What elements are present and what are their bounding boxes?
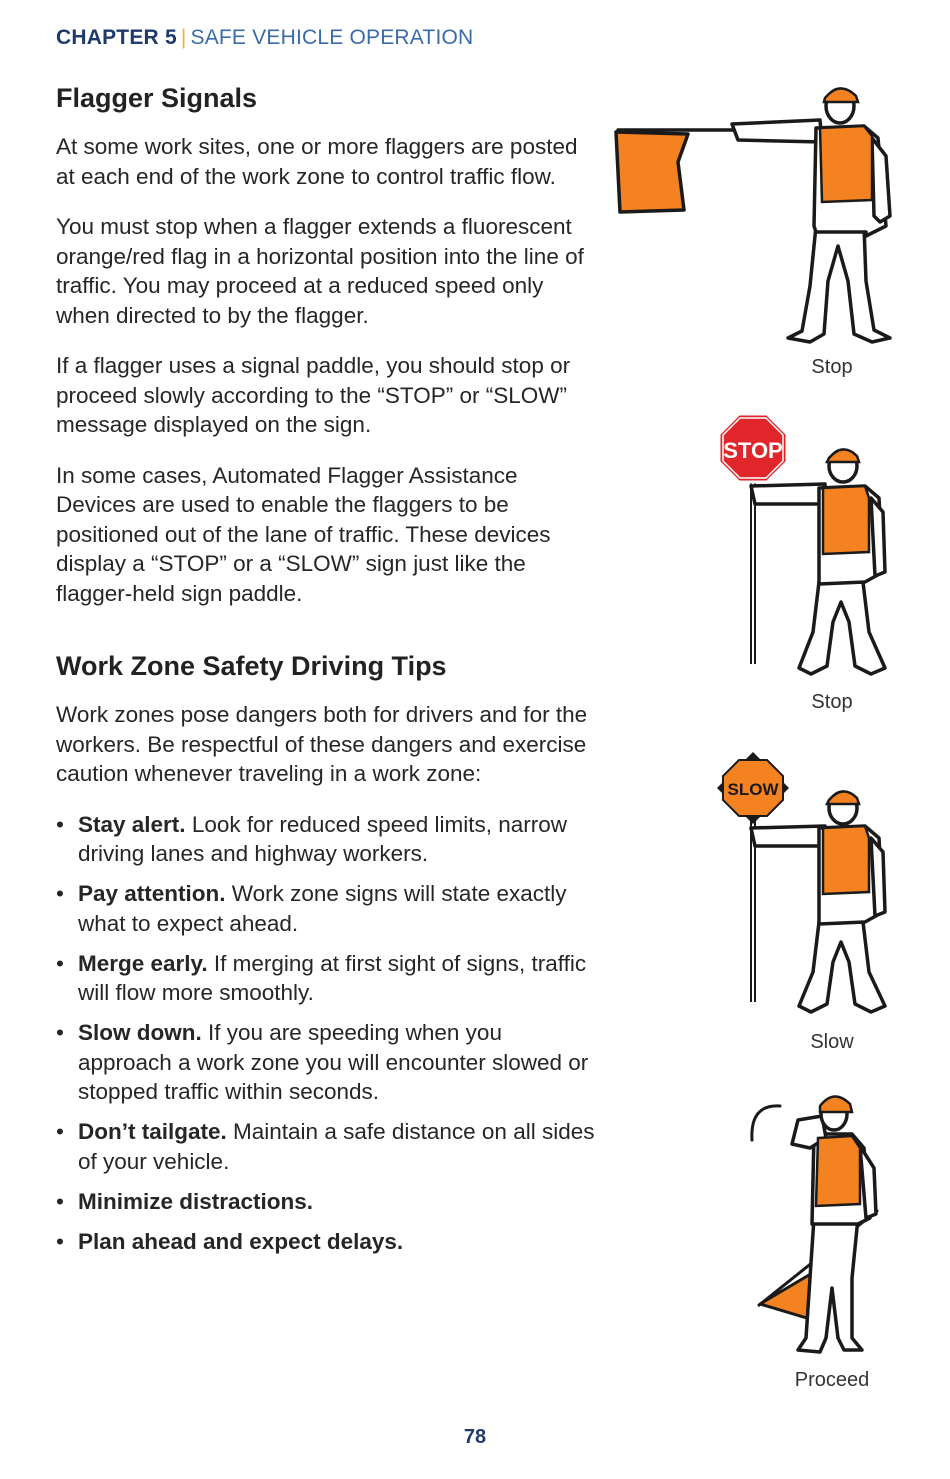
flagger-stop-paddle-illustration bbox=[715, 412, 895, 687]
safety-vest bbox=[820, 126, 872, 202]
paragraph: In some cases, Automated Flagger Assistance Devices are used to enable the flaggers to be positioned out of the lane of traffic. These devices display a “STOP” or a “SLOW” sign just like the flagger-held sign paddle. bbox=[56, 462, 551, 606]
tip-text: Work zone signs will state exactly what to expect ahead. bbox=[78, 881, 567, 936]
flagger-slow-paddle-illustration bbox=[715, 752, 895, 1027]
wave-motion-arc bbox=[752, 1106, 780, 1140]
tip-text: Maintain a safe distance on all sides of your vehicle. bbox=[78, 1119, 595, 1174]
safety-vest bbox=[823, 486, 869, 554]
slow-paddle-illustration-svg bbox=[715, 752, 895, 1027]
tip-bold: Slow down. bbox=[78, 1020, 202, 1045]
tip-text: Look for reduced speed limits, narrow driving lanes and highway workers. bbox=[78, 811, 567, 866]
slow-sign-text: SLOW bbox=[727, 780, 779, 799]
tip-bold: Merge early. bbox=[78, 950, 208, 976]
paragraph: At some work sites, one or more flaggers are posted at each end of the work zone to control traffic flow. bbox=[56, 134, 578, 189]
list-item bbox=[56, 1187, 596, 1217]
chapter-title: SAFE VEHICLE OPERATION bbox=[190, 26, 474, 49]
list-item bbox=[56, 879, 596, 938]
tip-bold: Minimize distractions. bbox=[78, 1188, 314, 1214]
safety-vest bbox=[816, 1136, 860, 1206]
tip-text: If merging at first sight of signs, traffic will flow more smoothly. bbox=[78, 950, 587, 1005]
bullet: • bbox=[56, 811, 64, 837]
tips-list bbox=[56, 810, 596, 1257]
bullet: • bbox=[56, 1119, 64, 1144]
bullet: • bbox=[56, 1228, 64, 1254]
caption-paddle-stop: Stop bbox=[811, 691, 853, 713]
list-item bbox=[56, 810, 596, 869]
flagger-flag-illustration-svg bbox=[610, 76, 900, 351]
hard-hat bbox=[827, 449, 859, 462]
caption-flag-stop: Stop bbox=[811, 356, 853, 378]
caption-proceed: Proceed bbox=[794, 1369, 870, 1391]
chapter-label: CHAPTER 5 bbox=[56, 26, 177, 49]
tip-bold: Pay attention. bbox=[78, 881, 226, 906]
paragraph: You must stop when a flagger extends a fluorescent orange/red flag in a horizontal position into the line of traffic. You may proceed at a reduced speed only when directed to by the flagger. bbox=[56, 214, 584, 328]
list-item bbox=[56, 1117, 596, 1176]
proceed-illustration-svg bbox=[740, 1088, 900, 1363]
stop-paddle-illustration-svg bbox=[715, 412, 895, 687]
bullet: • bbox=[56, 881, 64, 906]
page-number: 78 bbox=[463, 1426, 487, 1448]
bullet: • bbox=[56, 1188, 64, 1214]
tip-text: If you are speeding when you approach a work zone you will encounter slowed or stopped traffic within seconds. bbox=[78, 1020, 589, 1104]
tip-bold: Plan ahead and expect delays. bbox=[78, 1228, 404, 1254]
main-text-column bbox=[56, 80, 596, 1267]
list-item bbox=[56, 1227, 596, 1257]
flagger-proceed-illustration bbox=[740, 1088, 900, 1363]
hard-hat bbox=[820, 1096, 852, 1112]
paragraph: Work zones pose dangers both for drivers and for the workers. Be respectful of these dangers and exercise caution whenever traveling in a work zone: bbox=[56, 702, 588, 786]
section-heading-work-zone-tips: Work Zone Safety Driving Tips bbox=[56, 651, 447, 681]
running-header bbox=[56, 26, 473, 50]
paragraph: If a flagger uses a signal paddle, you should stop or proceed slowly according to the “STOP” or “SLOW” message displayed on the sign. bbox=[56, 353, 571, 437]
header-separator: | bbox=[180, 26, 187, 49]
list-item bbox=[56, 1018, 596, 1107]
bullet: • bbox=[56, 1020, 64, 1045]
flagger-flag-stop-illustration bbox=[610, 76, 900, 351]
safety-vest bbox=[823, 826, 869, 894]
stop-sign-text: STOP bbox=[723, 438, 783, 463]
bullet: • bbox=[56, 950, 64, 976]
list-item bbox=[56, 949, 596, 1008]
tip-bold: Stay alert. bbox=[78, 811, 186, 837]
hard-hat bbox=[827, 791, 859, 804]
hard-hat bbox=[824, 88, 858, 102]
tip-bold: Don’t tailgate. bbox=[78, 1119, 227, 1144]
caption-paddle-slow: Slow bbox=[810, 1031, 854, 1053]
section-heading-flagger-signals: Flagger Signals bbox=[56, 83, 258, 113]
